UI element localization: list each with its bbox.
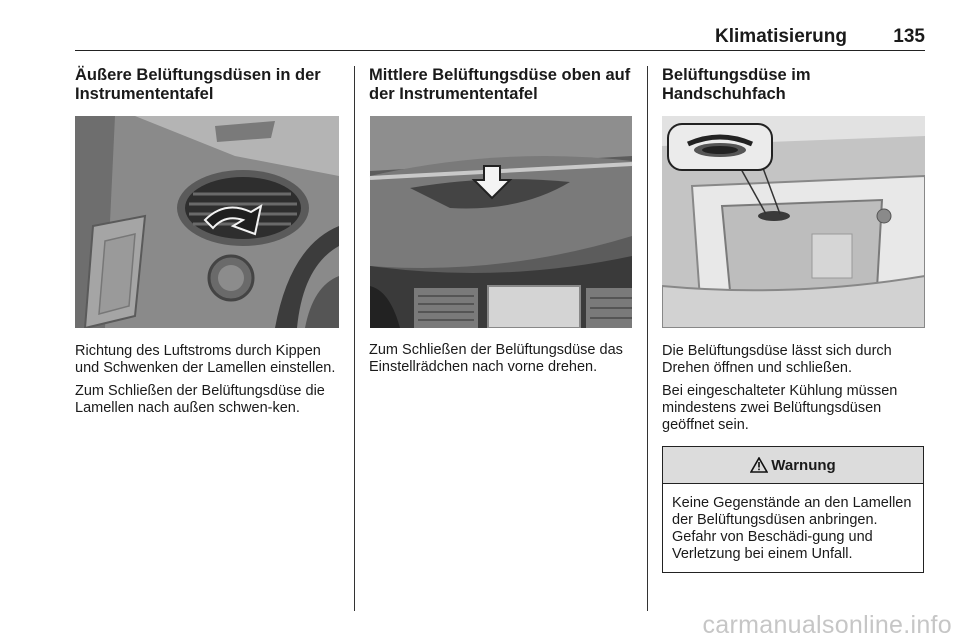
watermark: carmanualsonline.info [702,611,952,639]
paragraph: Die Belüftungsdüse lässt sich durch Drehen öffnen und schließen. [662,343,892,376]
section-heading: Äußere Belüftungsdüsen in der Instrumententafel [75,66,321,103]
chapter-title: Klimatisierung [715,26,847,47]
warning-box [662,446,924,573]
warning-title: Warnung [771,456,836,474]
glovebox-vent-illustration [662,116,925,328]
column-outer-vents [75,66,339,423]
warning-header [663,447,923,484]
paragraph: Zum Schließen der Belüftungsdüse die Lamellen nach außen schwen-ken. [75,383,325,416]
paragraph: Zum Schließen der Belüftungsdüse das Einstellrädchen nach vorne drehen. [369,342,623,375]
center-vent-illustration [369,116,633,328]
column-divider [647,66,648,611]
section-heading: Belüftungsdüse im Handschuhfach [662,66,811,103]
page-number: 135 [893,26,925,47]
column-glovebox-vent [662,66,925,573]
column-divider [354,66,355,611]
page-header [75,24,925,51]
section-heading: Mittlere Belüftungsdüse oben auf der Instrumententafel [369,66,631,103]
warning-text: Keine Gegenstände an den Lamellen der Belüftungsdüsen anbringen. Gefahr von Beschädi-gung und Verletzung bei einem Unfall. [672,495,912,562]
warning-triangle-icon [750,457,768,473]
paragraph: Richtung des Luftstroms durch Kippen und Schwenken der Lamellen einstellen. [75,343,336,376]
outer-vent-illustration [75,116,339,328]
column-center-vent [369,66,633,382]
paragraph: Bei eingeschalteter Kühlung müssen mindestens zwei Belüftungsdüsen geöffnet sein. [662,383,898,433]
